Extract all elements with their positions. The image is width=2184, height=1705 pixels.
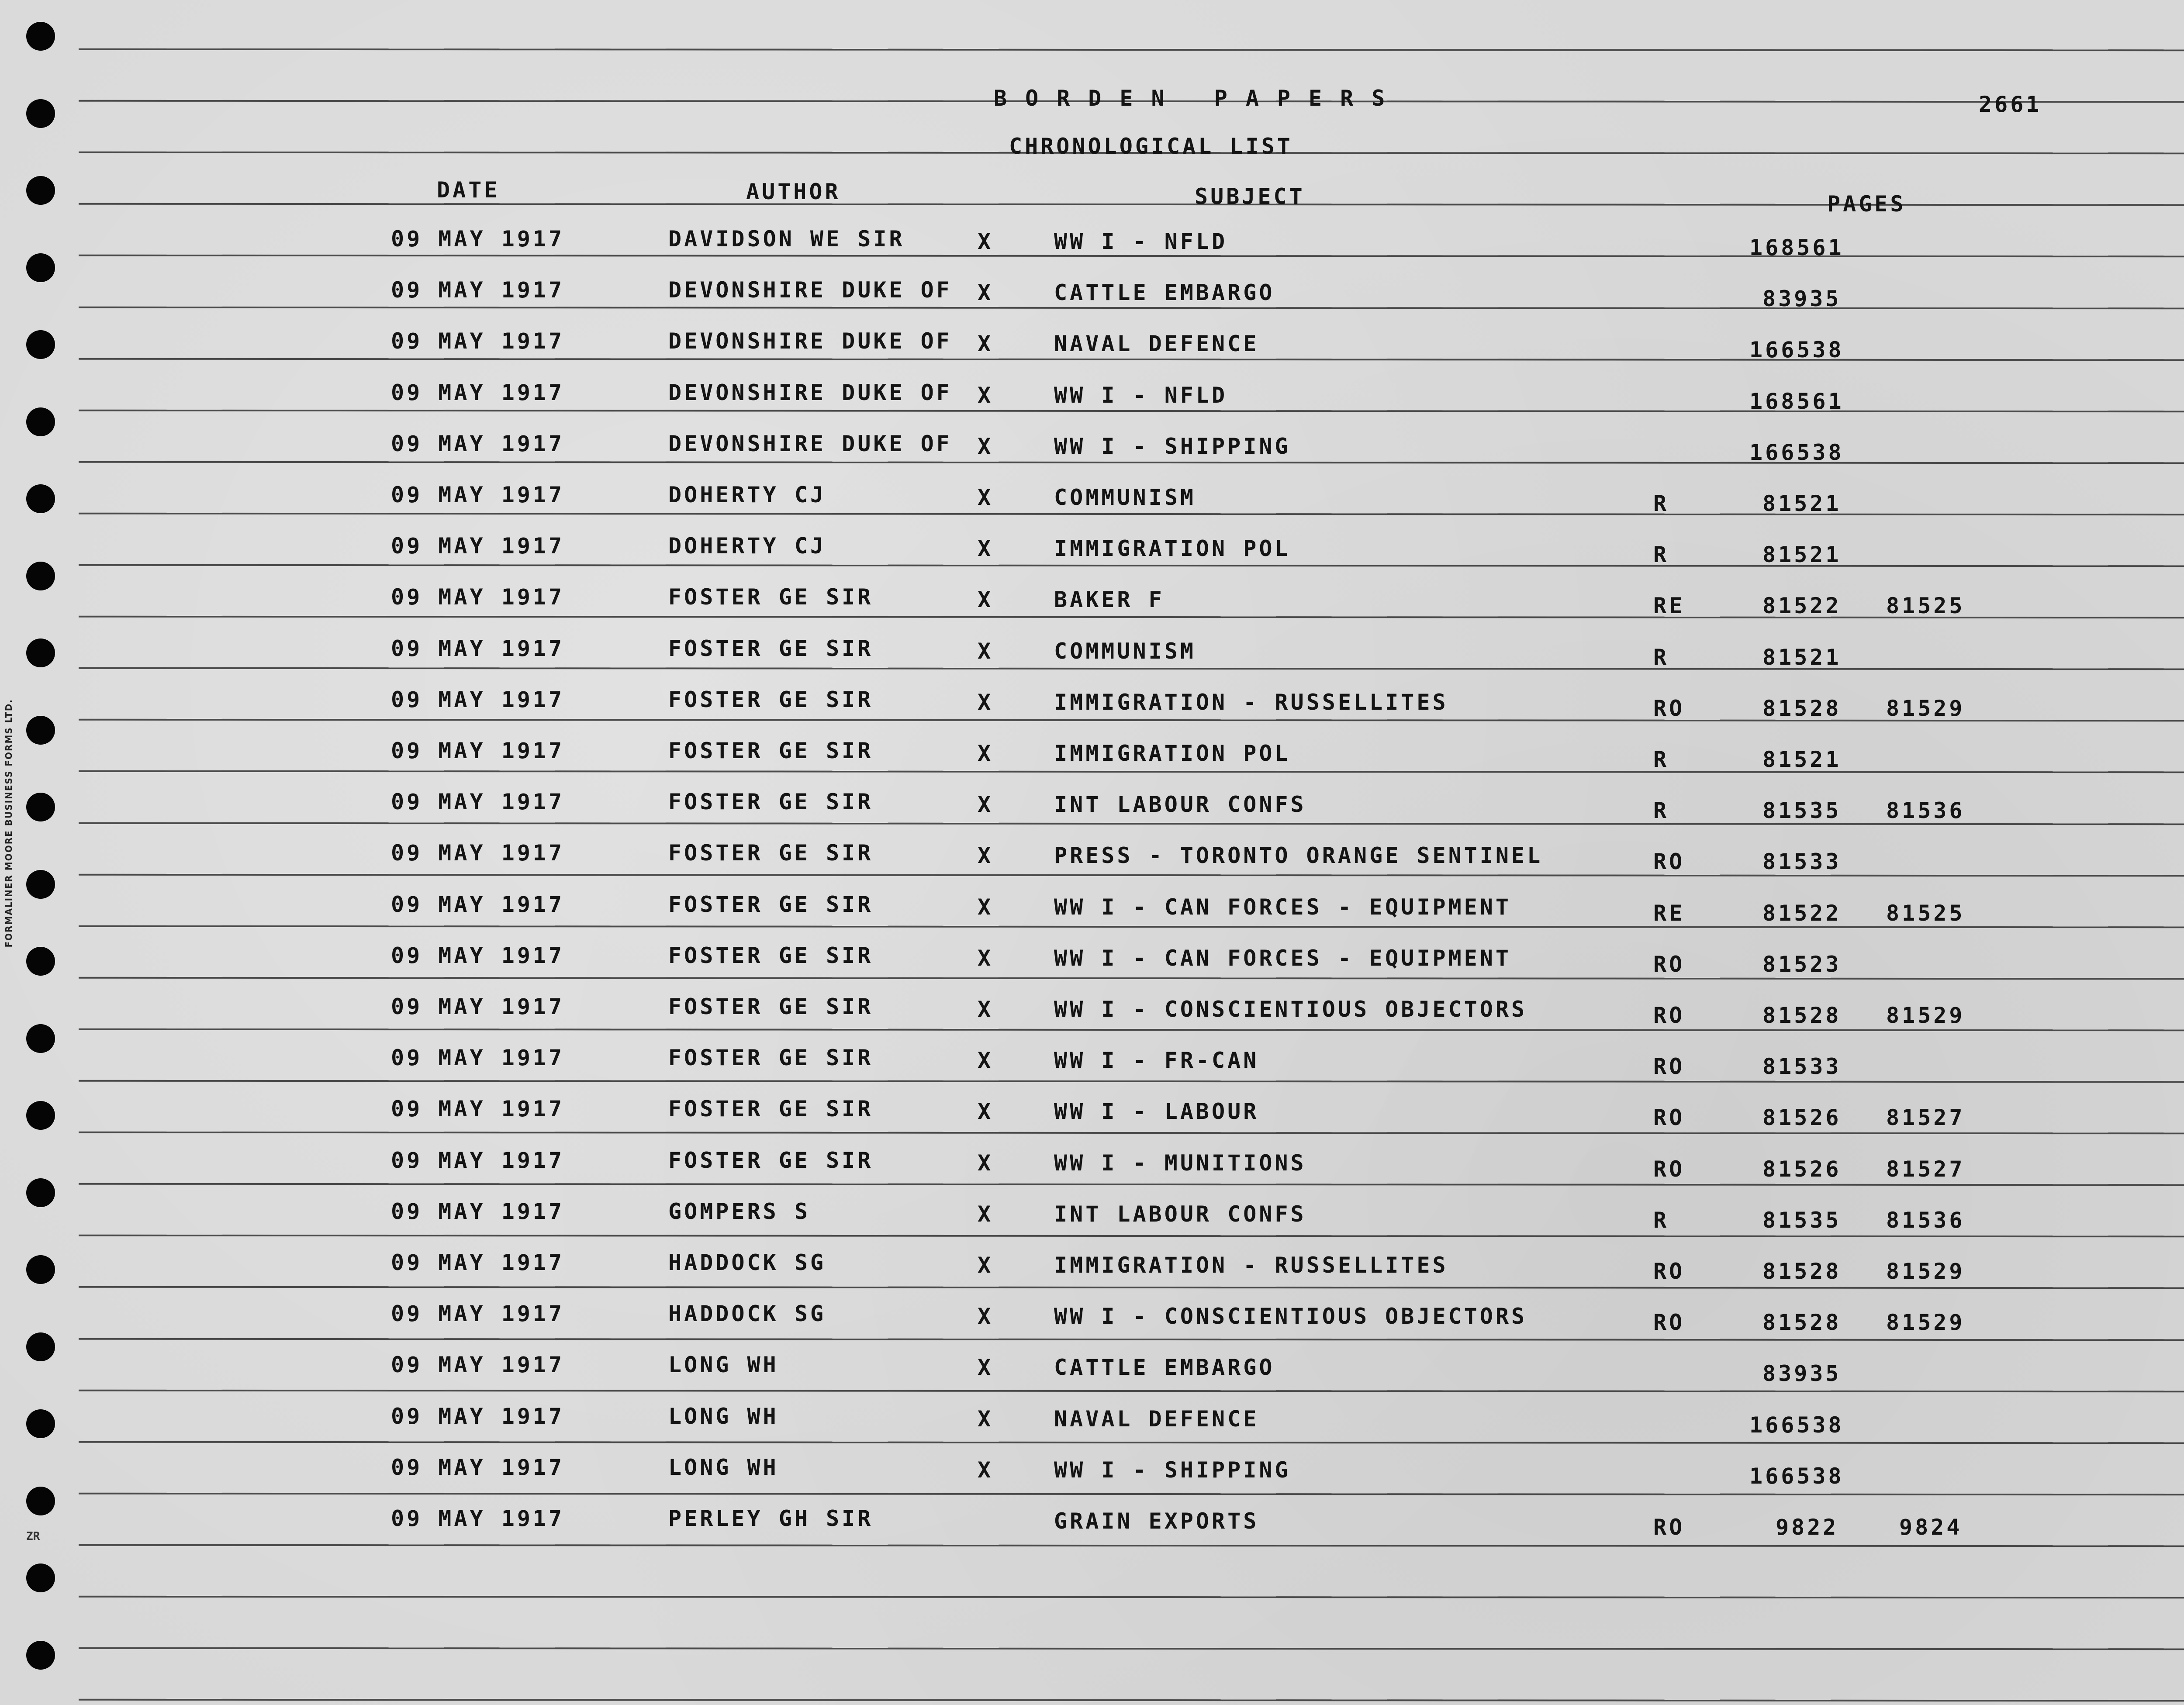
row-subject: INT LABOUR CONFS [1054,1201,1306,1227]
row-page-start: 166538 [1749,337,1844,362]
row-subject: CATTLE EMBARGO [1054,280,1275,305]
row-date: 09 MAY 1917 [391,943,565,968]
row-code: R [1653,747,1669,772]
row-subject: COMMUNISM [1054,639,1196,664]
row-x-mark: X [978,1457,994,1483]
row-x-mark: X [978,741,994,766]
rule-line [79,1286,2184,1289]
feed-hole-icon [26,253,55,282]
row-x-mark: X [978,1253,994,1278]
row-page-start: 9822 [1776,1515,1839,1540]
row-author: HADDOCK SG [668,1250,826,1275]
rule-line [79,1647,2184,1650]
column-header-subject: SUBJECT [1195,184,1305,209]
row-date: 09 MAY 1917 [391,1352,565,1377]
feed-hole-icon [26,562,55,590]
row-author: DEVONSHIRE DUKE OF [668,380,952,405]
row-x-mark: X [978,1150,994,1176]
row-x-mark: X [978,229,994,254]
row-page-start: 81535 [1762,798,1842,823]
row-code: RO [1653,1003,1685,1028]
feed-hole-icon [26,1332,55,1361]
feed-hole-icon [26,1641,55,1670]
row-page-end: 81536 [1886,798,1965,823]
row-author: PERLEY GH SIR [668,1506,874,1531]
feed-hole-icon [26,1409,55,1438]
rule-line [79,1441,2184,1444]
row-subject: NAVAL DEFENCE [1054,331,1259,356]
row-author: FOSTER GE SIR [668,1045,874,1070]
column-header-author: AUTHOR [746,179,841,204]
row-date: 09 MAY 1917 [391,1148,565,1173]
row-page-start: 81533 [1762,849,1842,874]
row-page-end: 81529 [1886,1259,1965,1284]
row-page-end: 81529 [1886,1310,1965,1335]
rule-line [79,1493,2184,1496]
row-author: FOSTER GE SIR [668,584,874,610]
row-author: DOHERTY CJ [668,533,826,559]
row-page-start: 81522 [1762,593,1842,618]
row-author: LONG WH [668,1404,779,1429]
row-date: 09 MAY 1917 [391,636,565,661]
rule-line [79,255,2184,258]
row-code: RE [1653,901,1685,926]
rule-line [79,874,2184,877]
feed-hole-icon [26,947,55,976]
row-subject: IMMIGRATION POL [1054,741,1291,766]
row-page-start: 168561 [1749,389,1844,414]
row-author: DEVONSHIRE DUKE OF [668,328,952,354]
row-code: RE [1653,593,1685,618]
list-subtitle: CHRONOLOGICAL LIST [1009,134,1293,159]
row-x-mark: X [978,434,994,459]
row-date: 09 MAY 1917 [391,1199,565,1224]
rule-line [79,358,2184,361]
row-date: 09 MAY 1917 [391,226,565,252]
row-subject: WW I - NFLD [1054,229,1228,254]
row-x-mark: X [978,639,994,664]
feed-hole-icon [26,407,55,436]
feed-hole-icon [26,1487,55,1515]
row-page-end: 81527 [1886,1105,1965,1130]
row-date: 09 MAY 1917 [391,277,565,303]
feed-hole-icon [26,176,55,205]
row-page-start: 81521 [1762,747,1842,772]
row-x-mark: X [978,946,994,971]
row-x-mark: X [978,1406,994,1432]
feed-hole-icon [26,639,55,667]
rule-line [79,410,2184,413]
row-code: R [1653,542,1669,567]
row-x-mark: X [978,1304,994,1329]
row-x-mark: X [978,383,994,408]
row-code: RO [1653,1054,1685,1079]
row-page-end: 81536 [1886,1208,1965,1233]
feed-hole-icon [26,1255,55,1284]
row-subject: WW I - NFLD [1054,383,1228,408]
feed-hole-icon [26,1101,55,1130]
feed-hole-icon [26,99,55,128]
row-author: DEVONSHIRE DUKE OF [668,431,952,456]
row-date: 09 MAY 1917 [391,892,565,917]
row-date: 09 MAY 1917 [391,1404,565,1429]
feed-hole-icon [26,330,55,359]
row-author: GOMPERS S [668,1199,810,1224]
row-date: 09 MAY 1917 [391,994,565,1019]
rule-line [79,1699,2184,1702]
rule-line [79,822,2184,825]
row-page-end: 81525 [1886,593,1965,618]
row-author: LONG WH [668,1352,779,1377]
row-subject: IMMIGRATION - RUSSELLITES [1054,690,1448,715]
row-x-mark: X [978,1355,994,1380]
feed-hole-icon [26,1178,55,1207]
row-subject: WW I - FR-CAN [1054,1048,1259,1073]
feed-hole-icon [26,716,55,745]
row-x-mark: X [978,690,994,715]
row-date: 09 MAY 1917 [391,1045,565,1070]
row-date: 09 MAY 1917 [391,1096,565,1122]
row-x-mark: X [978,536,994,561]
rule-line [79,461,2184,464]
row-page-start: 81533 [1762,1054,1842,1079]
row-subject: NAVAL DEFENCE [1054,1406,1259,1432]
row-code: RO [1653,1310,1685,1335]
row-author: HADDOCK SG [668,1301,826,1326]
rule-line [79,925,2184,928]
row-subject: WW I - CONSCIENTIOUS OBJECTORS [1054,997,1527,1022]
row-page-start: 81521 [1762,491,1842,516]
rule-line [79,1390,2184,1393]
row-page-end: 81529 [1886,1003,1965,1028]
row-author: FOSTER GE SIR [668,738,874,763]
row-page-start: 81535 [1762,1208,1842,1233]
row-page-end: 81525 [1886,901,1965,926]
row-date: 09 MAY 1917 [391,533,565,559]
rule-line [79,770,2184,773]
row-subject: WW I - MUNITIONS [1054,1150,1306,1176]
row-x-mark: X [978,587,994,612]
row-x-mark: X [978,280,994,305]
feed-hole-icon [26,484,55,513]
row-author: FOSTER GE SIR [668,789,874,815]
row-subject: IMMIGRATION - RUSSELLITES [1054,1253,1448,1278]
row-date: 09 MAY 1917 [391,738,565,763]
row-author: FOSTER GE SIR [668,1096,874,1122]
row-page-end: 9824 [1899,1515,1963,1540]
row-page-start: 81523 [1762,952,1842,977]
row-page-start: 83935 [1762,1361,1842,1386]
row-page-start: 81521 [1762,542,1842,567]
side-imprint: FORMALINER MOORE BUSINESS FORMS LTD. [3,699,14,948]
page-number: 2661 [1979,92,2042,117]
rule-line [79,616,2184,619]
row-page-start: 83935 [1762,286,1842,311]
row-subject: CATTLE EMBARGO [1054,1355,1275,1380]
row-code: RO [1653,849,1685,874]
row-date: 09 MAY 1917 [391,431,565,456]
feed-hole-icon [26,870,55,899]
rule-line [79,1235,2184,1238]
row-subject: WW I - CAN FORCES - EQUIPMENT [1054,946,1511,971]
row-code: RO [1653,1515,1685,1540]
row-subject: WW I - CONSCIENTIOUS OBJECTORS [1054,1304,1527,1329]
rule-line [79,48,2184,52]
row-author: FOSTER GE SIR [668,994,874,1019]
row-subject: WW I - CAN FORCES - EQUIPMENT [1054,894,1511,920]
document-title: BORDEN PAPERS [994,86,1403,111]
row-author: FOSTER GE SIR [668,1148,874,1173]
row-date: 09 MAY 1917 [391,1506,565,1531]
row-code: RO [1653,1105,1685,1130]
row-date: 09 MAY 1917 [391,1301,565,1326]
rule-line [79,1596,2184,1599]
row-author: FOSTER GE SIR [668,840,874,866]
row-author: FOSTER GE SIR [668,636,874,661]
row-x-mark: X [978,894,994,920]
row-date: 09 MAY 1917 [391,1250,565,1275]
feed-hole-icon [26,22,55,51]
rule-line [79,1080,2184,1083]
row-x-mark: X [978,997,994,1022]
row-date: 09 MAY 1917 [391,840,565,866]
row-x-mark: X [978,843,994,868]
row-page-start: 81528 [1762,1259,1842,1284]
row-x-mark: X [978,331,994,356]
row-subject: BAKER F [1054,587,1165,612]
row-author: DEVONSHIRE DUKE OF [668,277,952,303]
rule-line [79,564,2184,567]
row-page-start: 166538 [1749,440,1844,465]
row-page-start: 81528 [1762,1003,1842,1028]
row-x-mark: X [978,485,994,510]
rule-line [79,1029,2184,1032]
row-date: 09 MAY 1917 [391,328,565,354]
row-page-start: 81528 [1762,1310,1842,1335]
row-author: DOHERTY CJ [668,482,826,507]
row-subject: WW I - SHIPPING [1054,434,1291,459]
row-code: R [1653,645,1669,670]
row-subject: IMMIGRATION POL [1054,536,1291,561]
row-page-end: 81529 [1886,696,1965,721]
row-code: RO [1653,1156,1685,1182]
row-subject: WW I - SHIPPING [1054,1457,1291,1483]
row-page-start: 168561 [1749,235,1844,260]
rule-line [79,513,2184,516]
row-code: RO [1653,952,1685,977]
row-page-start: 81521 [1762,645,1842,670]
rule-line [79,1183,2184,1186]
row-code: R [1653,798,1669,823]
row-date: 09 MAY 1917 [391,482,565,507]
row-code: RO [1653,1259,1685,1284]
rule-line [79,1338,2184,1341]
row-page-end: 81527 [1886,1156,1965,1182]
row-author: DAVIDSON WE SIR [668,226,905,252]
row-subject: INT LABOUR CONFS [1054,792,1306,817]
row-page-start: 81528 [1762,696,1842,721]
rule-line [79,1132,2184,1135]
row-author: FOSTER GE SIR [668,943,874,968]
rule-line [79,977,2184,980]
row-date: 09 MAY 1917 [391,380,565,405]
feed-hole-icon [26,793,55,821]
column-header-pages: PAGES [1827,191,1906,217]
margin-mark: ZR [26,1530,40,1543]
row-date: 09 MAY 1917 [391,1455,565,1480]
feed-hole-icon [26,1024,55,1053]
row-page-start: 166538 [1749,1412,1844,1438]
row-code: RO [1653,696,1685,721]
row-page-start: 81522 [1762,901,1842,926]
row-x-mark: X [978,1201,994,1227]
row-page-start: 166538 [1749,1463,1844,1489]
row-subject: GRAIN EXPORTS [1054,1508,1259,1534]
feed-hole-icon [26,1563,55,1592]
row-x-mark: X [978,1048,994,1073]
rule-line [79,1544,2184,1547]
row-date: 09 MAY 1917 [391,687,565,712]
rule-line [79,667,2184,670]
row-code: R [1653,1208,1669,1233]
column-header-date: DATE [437,177,500,203]
row-date: 09 MAY 1917 [391,789,565,815]
row-x-mark: X [978,792,994,817]
row-code: R [1653,491,1669,516]
row-page-start: 81526 [1762,1156,1842,1182]
row-date: 09 MAY 1917 [391,584,565,610]
row-author: FOSTER GE SIR [668,687,874,712]
row-subject: COMMUNISM [1054,485,1196,510]
row-author: LONG WH [668,1455,779,1480]
row-author: FOSTER GE SIR [668,892,874,917]
row-subject: PRESS - TORONTO ORANGE SENTINEL [1054,843,1543,868]
rule-line [79,719,2184,722]
row-subject: WW I - LABOUR [1054,1099,1259,1124]
row-page-start: 81526 [1762,1105,1842,1130]
rule-line [79,307,2184,310]
row-x-mark: X [978,1099,994,1124]
